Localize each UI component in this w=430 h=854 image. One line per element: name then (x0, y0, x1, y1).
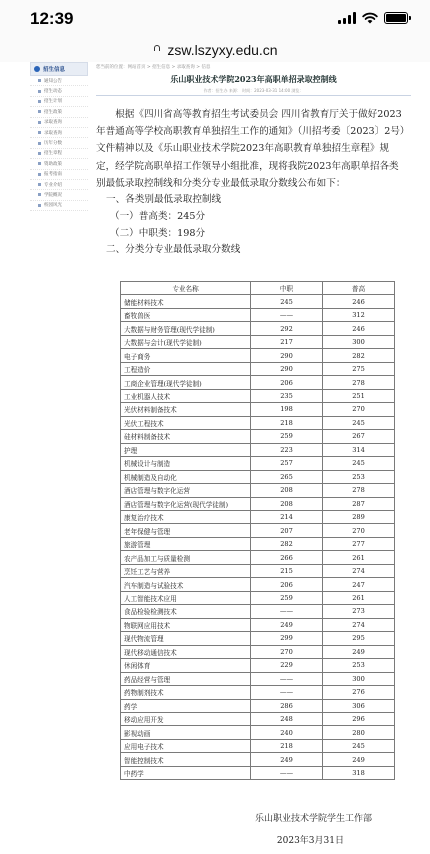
header-vocational: 中职 (251, 282, 323, 295)
table-row (121, 524, 395, 537)
cell-general: 280 (323, 726, 395, 739)
cell-vocational: 208 (251, 484, 323, 497)
arrow-icon (38, 121, 41, 124)
cell-general: 275 (323, 362, 395, 375)
table-row (121, 672, 395, 685)
cell-major: 人工智能技术应用 (121, 591, 251, 604)
cell-major: 护理 (121, 443, 251, 456)
header-general: 普高 (323, 282, 395, 295)
vocational-line: （二）中职类：198分 (110, 227, 206, 239)
cell-major: 光伏工程技术 (121, 416, 251, 429)
cell-general: 318 (323, 766, 395, 779)
cell-major: 机械设计与制造 (121, 457, 251, 470)
address-bar[interactable] (0, 38, 430, 62)
cell-general: 282 (323, 349, 395, 362)
cell-general: 295 (323, 632, 395, 645)
cell-general: 289 (323, 510, 395, 523)
cell-vocational: 266 (251, 551, 323, 564)
cell-vocational: 292 (251, 322, 323, 335)
cell-general: 246 (323, 295, 395, 308)
url-text[interactable]: zsw.lszyxy.edu.cn (167, 42, 278, 58)
arrow-icon (38, 152, 41, 155)
table-header-row (121, 282, 395, 295)
cell-general: 245 (323, 416, 395, 429)
cell-vocational: 240 (251, 726, 323, 739)
cell-major: 大数据与财务管理(现代学徒制) (121, 322, 251, 335)
cell-general: 276 (323, 686, 395, 699)
table-row (121, 457, 395, 470)
cell-vocational: 270 (251, 645, 323, 658)
article-body (96, 106, 408, 259)
cell-major: 工商企业管理(现代学徒制) (121, 376, 251, 389)
table-row (121, 753, 395, 766)
cell-general: 245 (323, 457, 395, 470)
table-row (121, 605, 395, 618)
table-row (121, 537, 395, 550)
cell-vocational: 286 (251, 699, 323, 712)
cell-major: 烹饪工艺与营养 (121, 564, 251, 577)
sidebar-item[interactable] (30, 149, 88, 159)
sidebar-item-label: 录取查询 (44, 130, 62, 136)
cell-general: 306 (323, 699, 395, 712)
sidebar-item-label: 校园风光 (44, 203, 62, 209)
arrow-icon (38, 131, 41, 134)
sidebar-item[interactable] (30, 190, 88, 200)
cell-major: 现代物流管理 (121, 632, 251, 645)
cell-vocational: 206 (251, 376, 323, 389)
signature-date: 2023年3月31日 (276, 836, 344, 846)
cell-major: 光伏材料制备技术 (121, 403, 251, 416)
table-row (121, 564, 395, 577)
sidebar-item[interactable] (30, 138, 88, 148)
cell-general: 267 (323, 430, 395, 443)
cell-general: 253 (323, 470, 395, 483)
cell-vocational: 217 (251, 335, 323, 348)
table-row (121, 349, 395, 362)
cell-vocational: —— (251, 686, 323, 699)
breadcrumb: 您当前的位置：网站首页 > 招生信息 > 录取查询 > 信息 (96, 65, 211, 70)
cell-vocational: —— (251, 766, 323, 779)
table-row (121, 713, 395, 726)
table-row (121, 295, 395, 308)
table-row (121, 335, 395, 348)
table-row (121, 551, 395, 564)
cell-general: 245 (323, 739, 395, 752)
sidebar-item-label: 招生章程 (44, 151, 62, 157)
cell-major: 现代移动通信技术 (121, 645, 251, 658)
table-row (121, 659, 395, 672)
sidebar-item[interactable] (30, 128, 88, 138)
header-major: 专业名称 (121, 282, 251, 295)
cell-vocational: 259 (251, 591, 323, 604)
cell-vocational: 198 (251, 403, 323, 416)
cell-major: 影视动画 (121, 726, 251, 739)
cell-vocational: 235 (251, 389, 323, 402)
arrow-icon (38, 183, 41, 186)
sidebar-item-label: 招生计划 (44, 99, 62, 105)
cell-major: 药品经营与管理 (121, 672, 251, 685)
web-page (0, 62, 430, 854)
cell-major: 储能材料技术 (121, 295, 251, 308)
cell-major: 工业机器人技术 (121, 389, 251, 402)
cell-vocational: —— (251, 672, 323, 685)
cell-general: 261 (323, 591, 395, 604)
table-row (121, 443, 395, 456)
section-heading-1: 一、各类别最低录取控制线 (106, 194, 222, 206)
table-row (121, 497, 395, 510)
arrow-icon (38, 100, 41, 103)
cellular-signal-icon (338, 12, 356, 24)
cell-major: 康复治疗技术 (121, 510, 251, 523)
cell-general: 277 (323, 537, 395, 550)
table-row (121, 686, 395, 699)
sidebar-item[interactable] (30, 86, 88, 96)
lock-icon (152, 45, 161, 56)
score-table (120, 281, 395, 780)
cell-vocational: 218 (251, 739, 323, 752)
sidebar-item-label: 资助政策 (44, 161, 62, 167)
cell-general: 312 (323, 308, 395, 321)
table-row (121, 430, 395, 443)
table-row (121, 618, 395, 631)
cell-vocational: 265 (251, 470, 323, 483)
cell-vocational: 290 (251, 349, 323, 362)
cell-general: 287 (323, 497, 395, 510)
intro-paragraph: 根据《四川省高等教育招生考试委员会 四川省教育厅关于做好2023年普通高等学校高职教育单独招生工作的通知》（川招考委〔2023〕2号）文件精神以及《乐山职业技术学院2023年高职教育单独招生章程》规定，经学院高职单招工作领导小组批准，现将我院2023年高职单招各类别最低录取控制线和分类分专业最低录取分数线公布如下： (96, 109, 405, 189)
sidebar-header-label: 招生信息 (43, 67, 66, 73)
sidebar-item[interactable] (30, 107, 88, 117)
cell-major: 旅游管理 (121, 537, 251, 550)
cell-major: 休闲体育 (121, 659, 251, 672)
cell-major: 农产品加工与质量检测 (121, 551, 251, 564)
cell-general: 274 (323, 618, 395, 631)
cell-general: 249 (323, 645, 395, 658)
cell-vocational: 290 (251, 362, 323, 375)
table-row (121, 510, 395, 523)
arrow-icon (38, 204, 41, 207)
cell-major: 药物制剂技术 (121, 686, 251, 699)
general-line: （一）普高类：245分 (110, 210, 206, 222)
sidebar-item[interactable] (30, 180, 88, 190)
cell-vocational: 208 (251, 497, 323, 510)
table-row (121, 726, 395, 739)
arrow-icon (38, 110, 41, 113)
cell-general: 270 (323, 524, 395, 537)
cell-major: 酒店管理与数字化运营(现代学徒制) (121, 497, 251, 510)
status-bar (0, 0, 430, 38)
cell-major: 大数据与会计(现代学徒制) (121, 335, 251, 348)
cell-vocational: 218 (251, 416, 323, 429)
cell-vocational: 229 (251, 659, 323, 672)
wifi-icon (362, 12, 378, 24)
cell-major: 酒店管理与数字化运营 (121, 484, 251, 497)
sidebar-header (30, 62, 88, 76)
cell-vocational: 299 (251, 632, 323, 645)
sidebar-item[interactable] (30, 97, 88, 107)
status-time: 12:39 (30, 9, 74, 28)
cell-major: 工程造价 (121, 362, 251, 375)
divider (96, 95, 411, 96)
signature-org: 乐山职业技术学院学生工作部 (254, 814, 372, 824)
cell-vocational: 214 (251, 510, 323, 523)
sidebar-list (30, 76, 88, 211)
arrow-icon (38, 79, 41, 82)
cell-major: 电子商务 (121, 349, 251, 362)
cell-major: 机械制造及自动化 (121, 470, 251, 483)
sidebar-item-label: 专业介绍 (44, 182, 62, 188)
cell-vocational: 257 (251, 457, 323, 470)
cell-general: 300 (323, 335, 395, 348)
sidebar-header-icon (34, 66, 40, 72)
cell-vocational: 248 (251, 713, 323, 726)
cell-major: 药学 (121, 699, 251, 712)
cell-vocational: 206 (251, 578, 323, 591)
cell-general: 273 (323, 605, 395, 618)
table-row (121, 645, 395, 658)
cell-general: 296 (323, 713, 395, 726)
sidebar-item-label: 通知公告 (44, 78, 62, 84)
cell-general: 251 (323, 389, 395, 402)
cell-major: 移动应用开发 (121, 713, 251, 726)
cell-general: 300 (323, 672, 395, 685)
status-icons (338, 12, 408, 24)
table-row (121, 362, 395, 375)
cell-vocational: 223 (251, 443, 323, 456)
cell-general: 247 (323, 578, 395, 591)
sidebar-item[interactable] (30, 201, 88, 211)
cell-general: 270 (323, 403, 395, 416)
table-row (121, 322, 395, 335)
article-meta: 作者：招生办 来源： 时间：2023-03-31 14:00 浏览： (203, 88, 304, 93)
table-row (121, 403, 395, 416)
sidebar-item-label: 招生政策 (44, 109, 62, 115)
cell-vocational: 259 (251, 430, 323, 443)
cell-general: 274 (323, 564, 395, 577)
arrow-icon (38, 90, 41, 93)
arrow-icon (38, 173, 41, 176)
cell-major: 中药学 (121, 766, 251, 779)
table-row (121, 416, 395, 429)
arrow-icon (38, 162, 41, 165)
table-row (121, 578, 395, 591)
sidebar-item[interactable] (30, 118, 88, 128)
cell-general: 314 (323, 443, 395, 456)
cell-vocational: 249 (251, 618, 323, 631)
sidebar-item-label: 录取查询 (44, 120, 62, 126)
cell-vocational: 245 (251, 295, 323, 308)
cell-major: 畜牧兽医 (121, 308, 251, 321)
cell-vocational: —— (251, 308, 323, 321)
table-row (121, 376, 395, 389)
sidebar-item[interactable] (30, 76, 88, 86)
table-row (121, 470, 395, 483)
table-row (121, 389, 395, 402)
sidebar-item-label: 历年分数 (44, 141, 62, 147)
arrow-icon (38, 193, 41, 196)
sidebar-item-label: 学院概况 (44, 192, 62, 198)
cell-major: 老年保健与管理 (121, 524, 251, 537)
arrow-icon (38, 142, 41, 145)
sidebar (30, 62, 88, 211)
table-row (121, 766, 395, 779)
cell-general: 253 (323, 659, 395, 672)
table-row (121, 699, 395, 712)
table-row (121, 739, 395, 752)
cell-general: 278 (323, 376, 395, 389)
cell-vocational: 282 (251, 537, 323, 550)
table-row (121, 591, 395, 604)
section-heading-2: 二、分类分专业最低录取分数线 (106, 244, 241, 256)
cell-major: 硅材料制备技术 (121, 430, 251, 443)
cell-major: 应用电子技术 (121, 739, 251, 752)
cell-vocational: 215 (251, 564, 323, 577)
battery-icon (384, 12, 408, 24)
cell-major: 智能控制技术 (121, 753, 251, 766)
cell-general: 278 (323, 484, 395, 497)
cell-vocational: 207 (251, 524, 323, 537)
table-row (121, 308, 395, 321)
page-title: 乐山职业技术学院2023年高职单招录取控制线 (170, 74, 337, 84)
cell-major: 汽车制造与试验技术 (121, 578, 251, 591)
table-row (121, 632, 395, 645)
cell-general: 246 (323, 322, 395, 335)
sidebar-item-label: 报考指南 (44, 172, 62, 178)
table-row (121, 484, 395, 497)
cell-vocational: —— (251, 605, 323, 618)
sidebar-item[interactable] (30, 170, 88, 180)
cell-vocational: 249 (251, 753, 323, 766)
cell-general: 249 (323, 753, 395, 766)
cell-major: 食品检验检测技术 (121, 605, 251, 618)
cell-general: 261 (323, 551, 395, 564)
cell-major: 物联网应用技术 (121, 618, 251, 631)
sidebar-item[interactable] (30, 159, 88, 169)
sidebar-item-label: 招生动态 (44, 89, 62, 95)
